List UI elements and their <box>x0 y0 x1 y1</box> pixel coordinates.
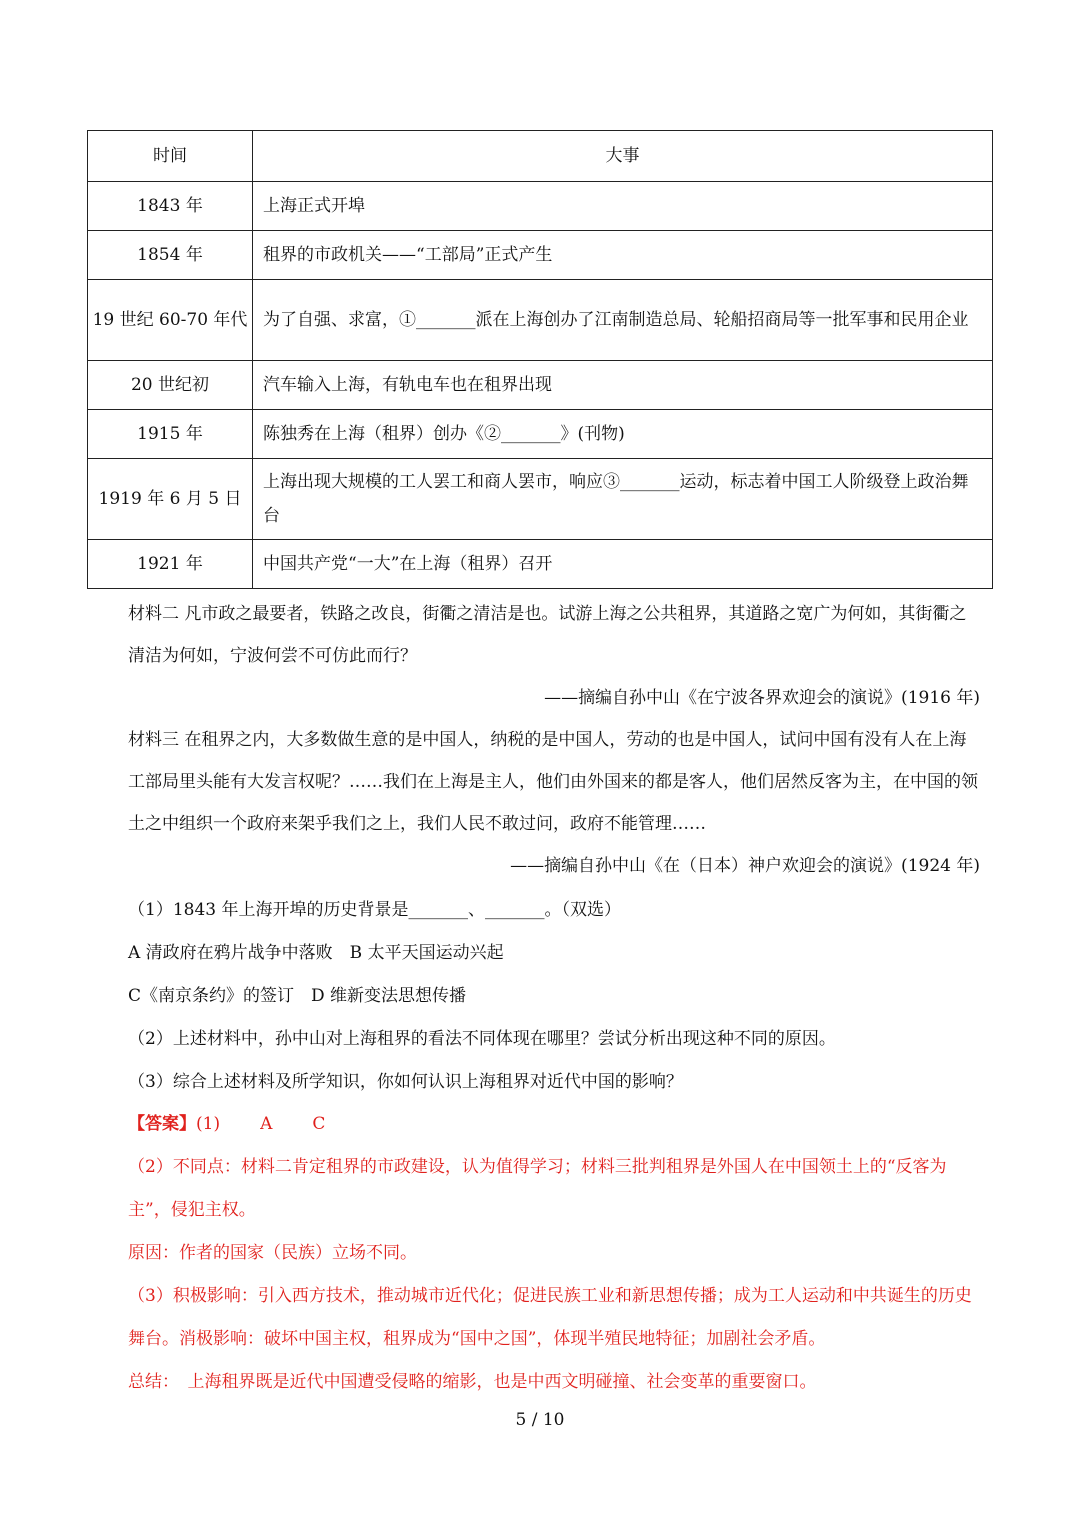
answer-1-choice-a: A <box>260 1114 273 1134</box>
row-event: 租界的市政机关——“工部局”正式产生 <box>253 231 993 280</box>
table-row <box>88 361 993 410</box>
material-two <box>128 593 980 719</box>
material-three <box>128 719 980 887</box>
material-two-text: 材料二 凡市政之最要者，铁路之改良，街衢之清洁是也。试游上海之公共租界，其道路之宽广为何如，其街衢之清洁为何如，宁波何尝不可仿此而行？ <box>128 604 967 666</box>
table-row <box>88 182 993 231</box>
question-3: （3）综合上述材料及所学知识，你如何认识上海租界对近代中国的影响？ <box>128 1072 683 1092</box>
header-event: 大事 <box>253 131 993 182</box>
row-time: 1915 年 <box>88 410 253 459</box>
row-event: 上海出现大规模的工人罢工和商人罢市，响应③_______运动，标志着中国工人阶级登上政治舞台 <box>253 459 993 540</box>
row-time: 19 世纪 60-70 年代 <box>88 280 253 361</box>
row-time: 1921 年 <box>88 540 253 589</box>
table-header-row <box>88 131 993 182</box>
answer-2-reason: 原因：作者的国家（民族）立场不同。 <box>128 1243 417 1263</box>
row-time: 1854 年 <box>88 231 253 280</box>
table-row <box>88 540 993 589</box>
question-1-options-a-b: A 清政府在鸦片战争中落败 B 太平天国运动兴起 <box>128 943 504 963</box>
table-row <box>88 280 993 361</box>
question-2: （2）上述材料中，孙中山对上海租界的看法不同体现在哪里？尝试分析出现这种不同的原因。 <box>128 1029 836 1049</box>
header-time: 时间 <box>88 131 253 182</box>
row-time: 20 世纪初 <box>88 361 253 410</box>
table-row <box>88 410 993 459</box>
answer-3: （3）积极影响：引入西方技术，推动城市近代化；促进民族工业和新思想传播；成为工人运动和中共诞生的历史舞台。消极影响：破坏中国主权，租界成为“国中之国”，体现半殖民地特征；加剧社会矛盾。 <box>128 1286 972 1349</box>
table-row <box>88 231 993 280</box>
answer-1 <box>128 1103 980 1146</box>
question-1: （1）1843 年上海开埠的历史背景是_______、_______。（双选） <box>128 900 621 920</box>
answer-section <box>128 1103 980 1404</box>
answer-label: 【答案】 <box>128 1114 196 1134</box>
page-number: 5 / 10 <box>515 1410 565 1430</box>
row-event: 上海正式开埠 <box>253 182 993 231</box>
answer-summary: 总结： 上海租界既是近代中国遭受侵略的缩影，也是中西文明碰撞、社会变革的重要窗口。 <box>128 1372 817 1392</box>
row-event: 为了自强、求富，①_______派在上海创办了江南制造总局、轮船招商局等一批军事和民用企业 <box>253 280 993 361</box>
questions <box>128 889 980 1104</box>
row-event: 汽车输入上海，有轨电车也在租界出现 <box>253 361 993 410</box>
row-event: 陈独秀在上海（租界）创办《②_______》(刊物) <box>253 410 993 459</box>
row-time: 1843 年 <box>88 182 253 231</box>
material-three-source: ——摘编自孙中山《在（日本）神户欢迎会的演说》(1924 年) <box>510 856 980 876</box>
answer-1-choice-c: C <box>312 1114 326 1134</box>
row-event: 中国共产党“一大”在上海（租界）召开 <box>253 540 993 589</box>
material-two-source: ——摘编自孙中山《在宁波各界欢迎会的演说》(1916 年) <box>544 688 980 708</box>
answer-1-prefix: (1) <box>196 1114 221 1134</box>
material-three-text: 材料三 在租界之内，大多数做生意的是中国人，纳税的是中国人，劳动的也是中国人，试问中国有没有人在上海工部局里头能有大发言权呢？……我们在上海是主人，他们由外国来的都是客人，他们居然反客为主，在中国的领土之中组织一个政府来架乎我们之上，我们人民不敢过问，政府不能管理…… <box>128 730 978 834</box>
question-1-options-c-d: C《南京条约》的签订 D 维新变法思想传播 <box>128 986 467 1006</box>
events-table <box>87 130 993 589</box>
table-row <box>88 459 993 540</box>
answer-2: （2）不同点：材料二肯定租界的市政建设，认为值得学习；材料三批判租界是外国人在中国领土上的“反客为主”，侵犯主权。 <box>128 1157 947 1220</box>
row-time: 1919 年 6 月 5 日 <box>88 459 253 540</box>
